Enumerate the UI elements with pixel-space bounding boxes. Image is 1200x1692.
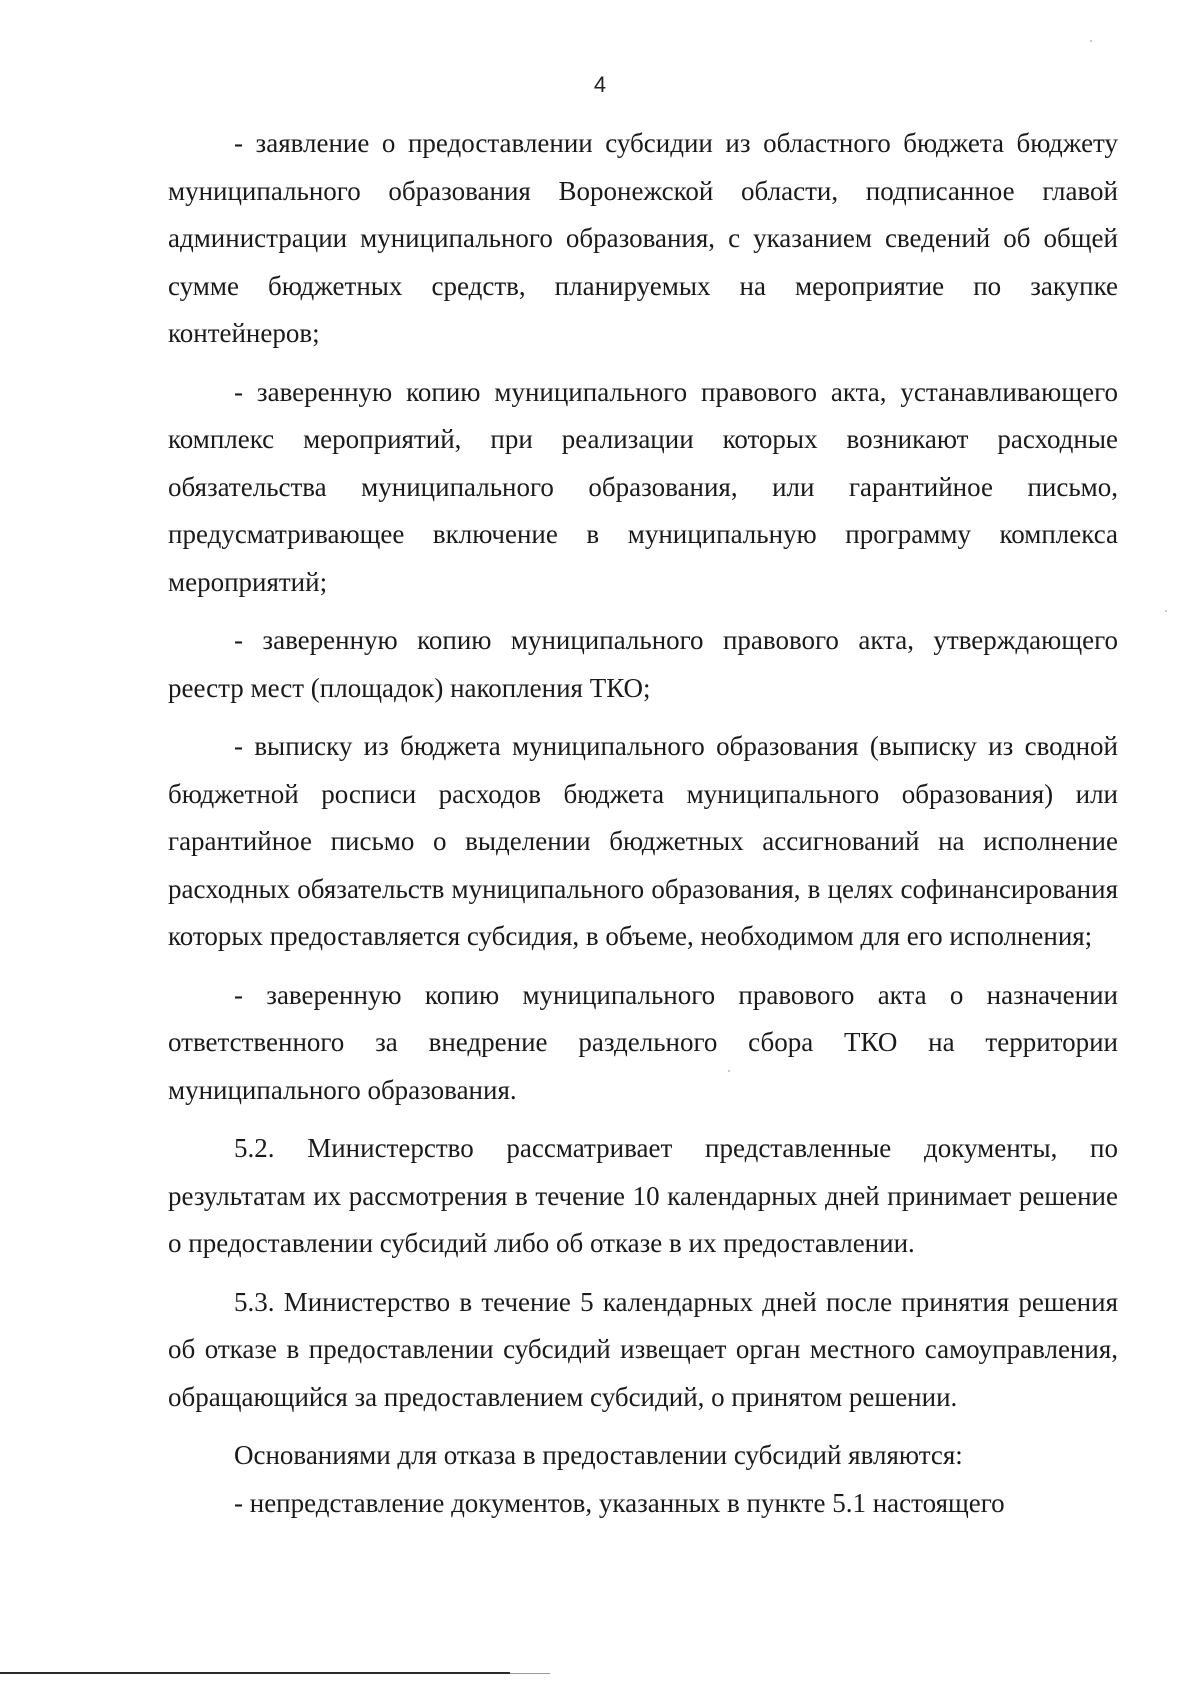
paragraph-section-5-2: 5.2. Министерство рассматривает представленные документы, по результатам их рассмотрения в течение 10 календарных дней принимает решение о предоставлении субсидий либо об отказе в их предоставлении. [168, 1133, 1118, 1258]
footer-rule [0, 1672, 510, 1674]
paragraph-application: - заявление о предоставлении субсидии из областного бюджета бюджету муниципального образования Воронежской области, подписанное главой администрации муниципального образования, с указанием сведений об общей сумме бюджетных средств, планируемых на мероприятие по закупке контейнеров; [168, 128, 1118, 348]
scan-speck [728, 1070, 730, 1072]
paragraph-section-5-3: 5.3. Министерство в течение 5 календарных дней после принятия решения об отказе в предоставлении субсидий извещает орган местного самоуправления, обращающийся за предоставлением субсидий, о принятом решении. [168, 1286, 1118, 1412]
paragraph-non-submission: - непредставление документов, указанных в пункте 5.1 настоящего [234, 1487, 1005, 1518]
paragraph-refusal-grounds: Основаниями для отказа в предоставлении субсидий являются: [234, 1440, 963, 1470]
scan-speck [1090, 40, 1092, 42]
paragraph-certified-copy-registry: - заверенную копию муниципального правового акта, утверждающего реестр мест (площадок) накопления ТКО; [168, 625, 1118, 703]
page-number: 4 [593, 72, 607, 97]
paragraph-responsible-person: - заверенную копию муниципального правового акта о назначении ответственного за внедрение раздельного сбора ТКО на территории муниципального образования. [168, 979, 1118, 1105]
paragraph-budget-extract: - выписку из бюджета муниципального образования (выписку из сводной бюджетной росписи расходов бюджета муниципального образования) или гарантийное письмо о выделении бюджетных ассигнований на исполнение расходных обязательств муниципального образования, в целях софинансирования которых предоставляется субсидия, в объеме, необходимом для его исполнения; [168, 731, 1118, 951]
paragraph-certified-copy-program: - заверенную копию муниципального правового акта, устанавливающего комплекс мероприятий, при реализации которых возникают расходные обязательства муниципального образования, или гарантийное письмо, предусматривающее включение в муниципальную программу комплекса мероприятий; [168, 376, 1118, 597]
scan-speck [1165, 610, 1167, 612]
document-body [168, 120, 1118, 1527]
footer-rule-tail [510, 1673, 550, 1674]
